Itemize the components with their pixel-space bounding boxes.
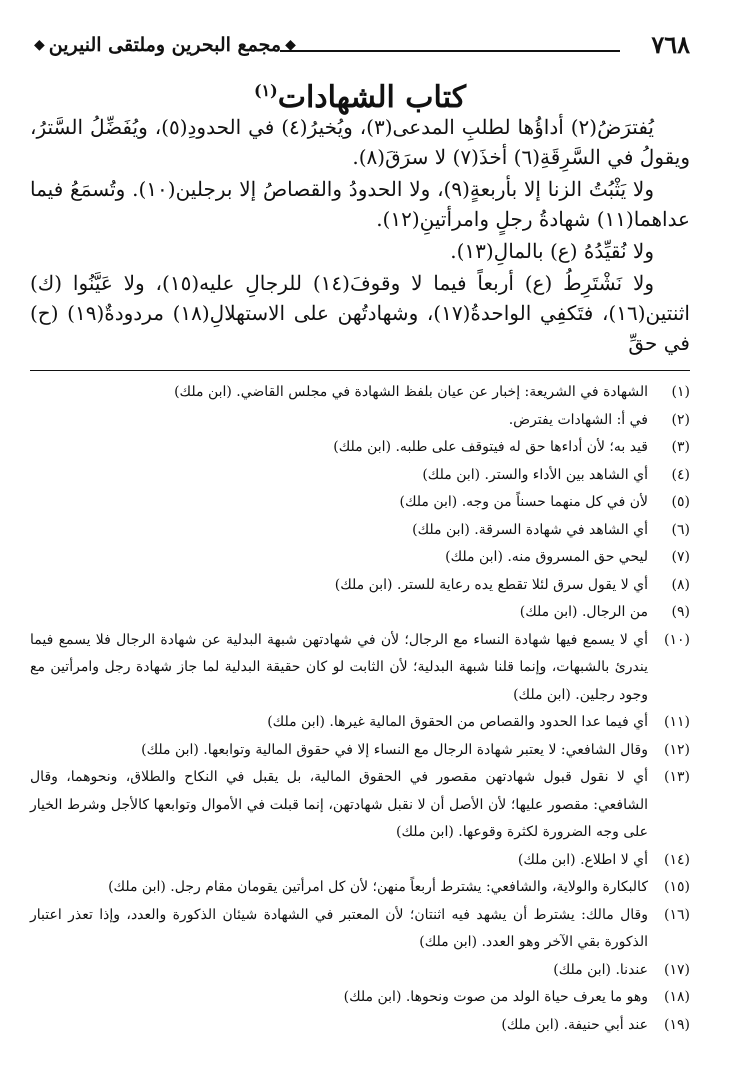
- footnote: [30, 572, 690, 600]
- footnote-number: (١): [671, 384, 690, 400]
- footnote-number: (١٧): [664, 961, 690, 978]
- footnote-number: (١٠): [664, 631, 690, 648]
- chapter-footnote-ref: (١): [253, 81, 278, 100]
- footnote: [30, 764, 690, 847]
- footnote-number: (٤): [671, 466, 690, 483]
- footnotes: [30, 379, 690, 1039]
- page: [30, 28, 690, 1039]
- footnote: [30, 902, 690, 957]
- footnote: [30, 874, 690, 902]
- footnote-text: لأن في كل منهما حسناً من وجه. (ابن ملك): [399, 494, 648, 510]
- footnote-text: عند أبي حنيفة. (ابن ملك): [501, 1016, 648, 1033]
- footnote: [30, 709, 690, 737]
- footnote: [30, 984, 690, 1012]
- footnote: [30, 599, 690, 627]
- footnote-number: (١١): [664, 714, 690, 730]
- chapter-title-text: كتاب الشهادات: [277, 80, 467, 115]
- footnote: [30, 627, 690, 710]
- footnote-text: في أ: الشهادات يفترض.: [508, 411, 648, 428]
- footnote-number: (٧): [671, 549, 690, 565]
- footnote: [30, 489, 690, 517]
- footnote-text: من الرجال. (ابن ملك): [519, 604, 648, 620]
- footnote-text: وهو ما يعرف حياة الولد من صوت ونحوها. (ابن ملك): [343, 989, 648, 1005]
- running-title-text: مجمع البحرين وملتقى النيرين: [48, 34, 282, 56]
- footnote-text: عندنا. (ابن ملك): [553, 961, 648, 978]
- footnote-text: وقال الشافعي: لا يعتبر شهادة الرجال مع النساء إلا في حقوق المالية وتوابعها. (ابن ملك): [141, 741, 648, 758]
- footnote: [30, 517, 690, 545]
- footnote-number: (١٢): [664, 741, 690, 758]
- diamond-icon: ◆: [285, 37, 296, 53]
- footnote: [30, 544, 690, 572]
- footnote: [30, 957, 690, 985]
- main-paragraph: ولا نَشْتَرِطُ (ع) أربعاً فيما لا وقوفَ(١٤) للرجالِ عليه(١٥)، ولا عَيَّنُوا (ك) اثنتين(١٦)، فتَكفِي الواحدةُ(١٧)، وشهادتُهن على الاستهلالِ(١٨) مردودةٌ(١٩) (ح) في حقِّ: [30, 271, 690, 355]
- footnote: [30, 434, 690, 462]
- footnote-text: أي فيما عدا الحدود والقصاص من الحقوق المالية غيرها. (ابن ملك): [267, 714, 648, 730]
- header-rule: [280, 50, 620, 52]
- footnote: [30, 379, 690, 407]
- footnote-text: ليحي حق المسروق منه. (ابن ملك): [445, 549, 648, 565]
- chapter-title: [30, 70, 690, 115]
- footnote: [30, 407, 690, 435]
- footnote-text: كالبكارة والولاية، والشافعي: يشترط أربعاً منهن؛ لأن كل امرأتين يقومان مقام رجل. (ابن ملك): [108, 879, 648, 895]
- page-header: [30, 28, 690, 68]
- main-paragraph: ولا نُقيِّدُهُ (ع) بالمالِ(١٣).: [450, 239, 654, 263]
- footnote-number: (٨): [671, 576, 690, 593]
- footnote: [30, 1012, 690, 1040]
- footnote-text: أي لا اطلاع. (ابن ملك): [517, 851, 648, 868]
- main-paragraph: ولا يَثْبُتُ الزنا إلا بأربعةٍ(٩)، ولا الحدودُ والقصاصُ إلا برجلين(١٠). وتُسمَعُ فيما عداهما(١١) شهادةُ رجلٍ وامرأتينِ(١٢).: [30, 177, 690, 231]
- footnote-text: الشهادة في الشريعة: إخبار عن عيان بلفظ الشهادة في مجلس القاضي. (ابن ملك): [174, 384, 648, 400]
- footnote-separator: [30, 370, 690, 371]
- footnote-number: (٢): [671, 411, 690, 428]
- footnote-number: (٥): [671, 494, 690, 510]
- footnote: [30, 847, 690, 875]
- page-number: ٧٦٨: [651, 30, 690, 59]
- footnote-number: (٩): [671, 604, 690, 620]
- footnote-number: (١٦): [664, 906, 690, 923]
- footnote-text: أي لا نقول قبول شهادتهن مقصور في الحقوق المالية، بل يقبل في النكاح والطلاق، ونحوهما، وقال الشافعي: مقصور عليها؛ لأن الأصل أن لا نقبل شهادتهن، إنما قبلت في الأموال وتوابعها كالأجل وشرط الخيار على وجه الضرورة لكثرة وقوعها. (ابن ملك): [30, 769, 648, 840]
- footnote-number: (٣): [671, 439, 690, 455]
- footnote-number: (١٩): [664, 1016, 690, 1033]
- footnote-number: (١٣): [664, 769, 690, 785]
- footnote-text: أي الشاهد بين الأداء والستر. (ابن ملك): [422, 466, 648, 483]
- footnote-text: أي لا يسمع فيها شهادة النساء مع الرجال؛ لأن في شهادتهن شبهة البدلية عن شهادة الرجال فلا يسمع فيما يندرئ بالشبهات، وإنما قلنا شبهة البدلية؛ لأن الثابت لو كان حقيقة البدلية لما جاز شهادة رجل وامرأتين مع وجود رجلين. (ابن ملك): [30, 631, 648, 703]
- footnote-number: (١٤): [664, 851, 690, 868]
- footnote: [30, 462, 690, 490]
- footnote-text: أي الشاهد في شهادة السرقة. (ابن ملك): [412, 521, 648, 538]
- main-text: [30, 112, 690, 358]
- footnote-number: (١٨): [664, 989, 690, 1005]
- main-paragraph: يُفترَضُ(٢) أداؤُها لطلبِ المدعى(٣)، ويُخيرُ(٤) في الحدودِ(٥)، ويُفَضِّلُ السَّترُ، ويقولُ في السَّرِقَةِ(٦) أخذَ(٧) لا سرَقَ(٨).: [30, 115, 690, 169]
- footnote: [30, 737, 690, 765]
- footnote-text: قيد به؛ لأن أداءها حق له فيتوقف على طلبه. (ابن ملك): [333, 439, 648, 455]
- footnote-text: أي لا يقول سرق لئلا تقطع يده رعاية للستر. (ابن ملك): [334, 576, 648, 593]
- footnote-number: (٦): [671, 521, 690, 538]
- diamond-icon: ◆: [34, 37, 45, 53]
- running-title: [30, 34, 300, 56]
- footnote-number: (١٥): [664, 879, 690, 895]
- footnote-text: وقال مالك: يشترط أن يشهد فيه اثنتان؛ لأن المعتبر في الشهادة شيئان الذكورة والعدد، وإذا تعذر اعتبار الذكورة بقي الآخر وهو العدد. (ابن ملك): [30, 906, 648, 950]
